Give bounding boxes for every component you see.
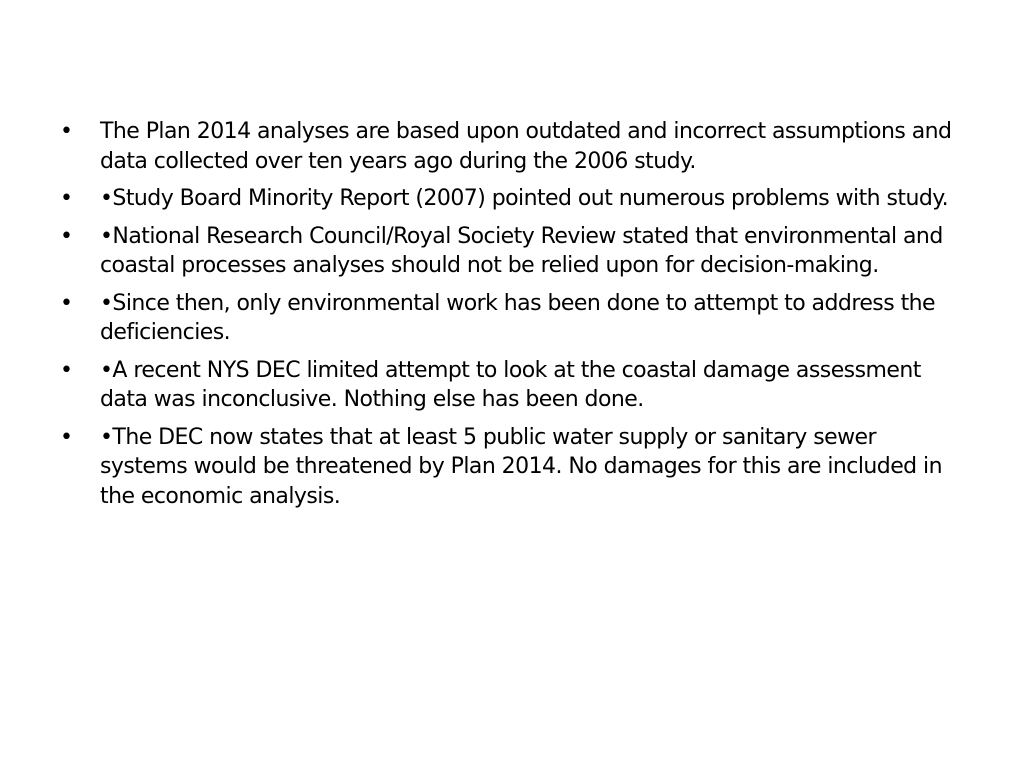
bullet-mark: • [60, 424, 73, 450]
bullet-mark: • [60, 290, 73, 316]
bullet-item [60, 117, 960, 176]
bullet-mark: • [60, 119, 73, 144]
bullet-item [60, 423, 960, 512]
bullet-text: •The DEC now states that at least 5 public water supply or sanitary sewer systems would be threatened by Plan 2014. No damages for this are included in the economic analysis. [100, 424, 942, 509]
bullet-text: •Since then, only environmental work has been done to attempt to address the deficiencies. [100, 290, 936, 345]
bullet-item [60, 356, 960, 415]
bullet-mark: • [60, 223, 73, 249]
bullet-item [60, 184, 960, 214]
bullet-text: •National Research Council/Royal Society Review stated that environmental and coastal processes analyses should not be relied upon for decision-making. [100, 223, 943, 278]
bullet-item [60, 222, 960, 281]
bullet-item [60, 289, 960, 348]
bullet-text: The Plan 2014 analyses are based upon outdated and incorrect assumptions and data collected over ten years ago during the 2006 study. [100, 119, 952, 174]
bullet-mark: • [60, 357, 73, 383]
bullet-mark: • [60, 186, 73, 211]
bullet-list [60, 117, 960, 519]
bullet-text: •Study Board Minority Report (2007) pointed out numerous problems with study. [100, 186, 949, 211]
bullet-text: •A recent NYS DEC limited attempt to look at the coastal damage assessment data was inconclusive. Nothing else has been done. [100, 357, 921, 412]
